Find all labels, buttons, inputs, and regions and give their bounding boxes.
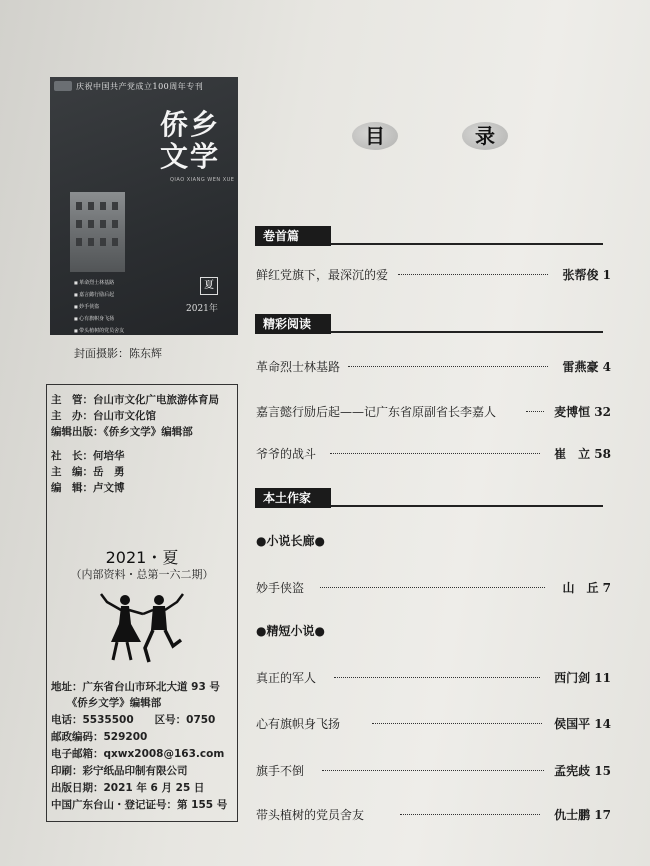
contact-line: 邮政编码：529200 [51, 731, 148, 743]
toc-heading-char: 目 [352, 122, 398, 150]
toc-entry[interactable]: 鲜红党旗下，最深沉的爱 张帮俊 1 [256, 268, 611, 282]
toc-heading-char: 录 [462, 122, 508, 150]
cover-pinyin: QIAO XIANG WEN XUE [170, 177, 235, 183]
info-row: 社 长：何培华 [51, 450, 125, 462]
toc-entry[interactable]: 真正的军人 西门剑 11 [256, 671, 611, 685]
masthead-box [46, 384, 238, 822]
contact-line: 印刷：彩宁纸品印制有限公司 [51, 765, 188, 777]
cover-photo-building [70, 192, 125, 272]
issue-year-season: 2021・夏 [105, 548, 179, 567]
contact-line: 电话：5535500 区号：0750 [51, 714, 216, 726]
magazine-page: 庆祝中国共产党成立100周年专刊 侨乡 文学 QIAO XIANG WEN XUE ■ 革命烈士林基路 ■ 嘉言懿行励后起 ■ 妙手侠盗 ■ 心有旗帜身飞扬 ■ 带头植树的党员舍友 夏 2021年 封面摄影：陈东辉 主 管：台山市文化广电旅游体育局 主 办：台山市文化馆 编辑出版：《侨乡文学》编辑部 社 长：何培华 主 编：岳 勇 编 辑：卢文博 2021・夏 （内部资料・总第一六二期） 地址：广东省台山市环北大道 93 号 《侨乡文学》编辑部 电话：5535500 区号：0750 邮政编码：529200 电子邮箱：qxwx2008@163.com 印刷：彩宁纸品印制有限公司 出版日期：2021 年 6 月 25 日 中国广东台山・登记证号：第 155 号 目 录 卷首篇 鲜红党旗下，最深沉的爱 张帮俊 1 精彩阅读 革命烈士林基路 雷燕豪 4 嘉言懿行励后起——记广东省原副省长李嘉人 麦博恒 32 爷爷的战斗 崔 立 58 本土作家 ●小说长廊● 妙手侠盗 山 丘 7 ●精短小说● 真正的军人 西门剑 11 心有旗帜身飞扬 侯国平 14 旗手不倒 孟宪歧 15 带头植树的党员舍友 仇士鹏 17 [0, 0, 650, 866]
contact-line: 电子邮箱：qxwx2008@163.com [51, 748, 225, 760]
issue-number: （内部资料・总第一六二期） [70, 568, 214, 581]
toc-entry[interactable]: 嘉言懿行励后起——记广东省原副省长李嘉人 麦博恒 32 [256, 405, 611, 419]
info-row: 主 管：台山市文化广电旅游体育局 [51, 394, 219, 406]
cover-caption: 封面摄影：陈东辉 [74, 347, 162, 360]
info-row: 主 办：台山市文化馆 [51, 410, 156, 422]
toc-entry[interactable]: 妙手侠盗 山 丘 7 [256, 581, 611, 595]
contact-line: 中国广东台山・登记证号：第 155 号 [51, 799, 228, 811]
subsection-heading: ●精短小说● [256, 624, 325, 638]
cover-bullet-list: ■ 革命烈士林基路 ■ 嘉言懿行励后起 ■ 妙手侠盗 ■ 心有旗帜身飞扬 ■ 带头植树的党员舍友 [74, 277, 124, 335]
info-row: 编 辑：卢文博 [51, 482, 125, 494]
cover-title: 侨乡 文学 [160, 108, 221, 173]
toc-entry[interactable]: 心有旗帜身飞扬 侯国平 14 [256, 717, 611, 731]
info-row: 编辑出版：《侨乡文学》编辑部 [51, 426, 193, 438]
toc-entry[interactable]: 带头植树的党员舍友 仇士鹏 17 [256, 808, 611, 822]
contact-line: 出版日期：2021 年 6 月 25 日 [51, 782, 205, 794]
dancing-couple-illustration [97, 590, 187, 665]
toc-entry[interactable]: 旗手不倒 孟宪歧 15 [256, 764, 611, 778]
contact-line: 地址：广东省台山市环北大道 93 号 [51, 681, 220, 693]
season-badge: 夏 [200, 277, 218, 295]
contact-line: 《侨乡文学》编辑部 [51, 697, 162, 709]
cover-image [50, 77, 238, 335]
info-row: 主 编：岳 勇 [51, 466, 125, 478]
year-badge: 2021年 [186, 304, 218, 314]
toc-entry[interactable]: 革命烈士林基路 雷燕豪 4 [256, 360, 611, 374]
cover-banner: 庆祝中国共产党成立100周年专刊 [76, 82, 204, 91]
toc-entry[interactable]: 爷爷的战斗 崔 立 58 [256, 447, 611, 461]
subsection-heading: ●小说长廊● [256, 534, 325, 548]
